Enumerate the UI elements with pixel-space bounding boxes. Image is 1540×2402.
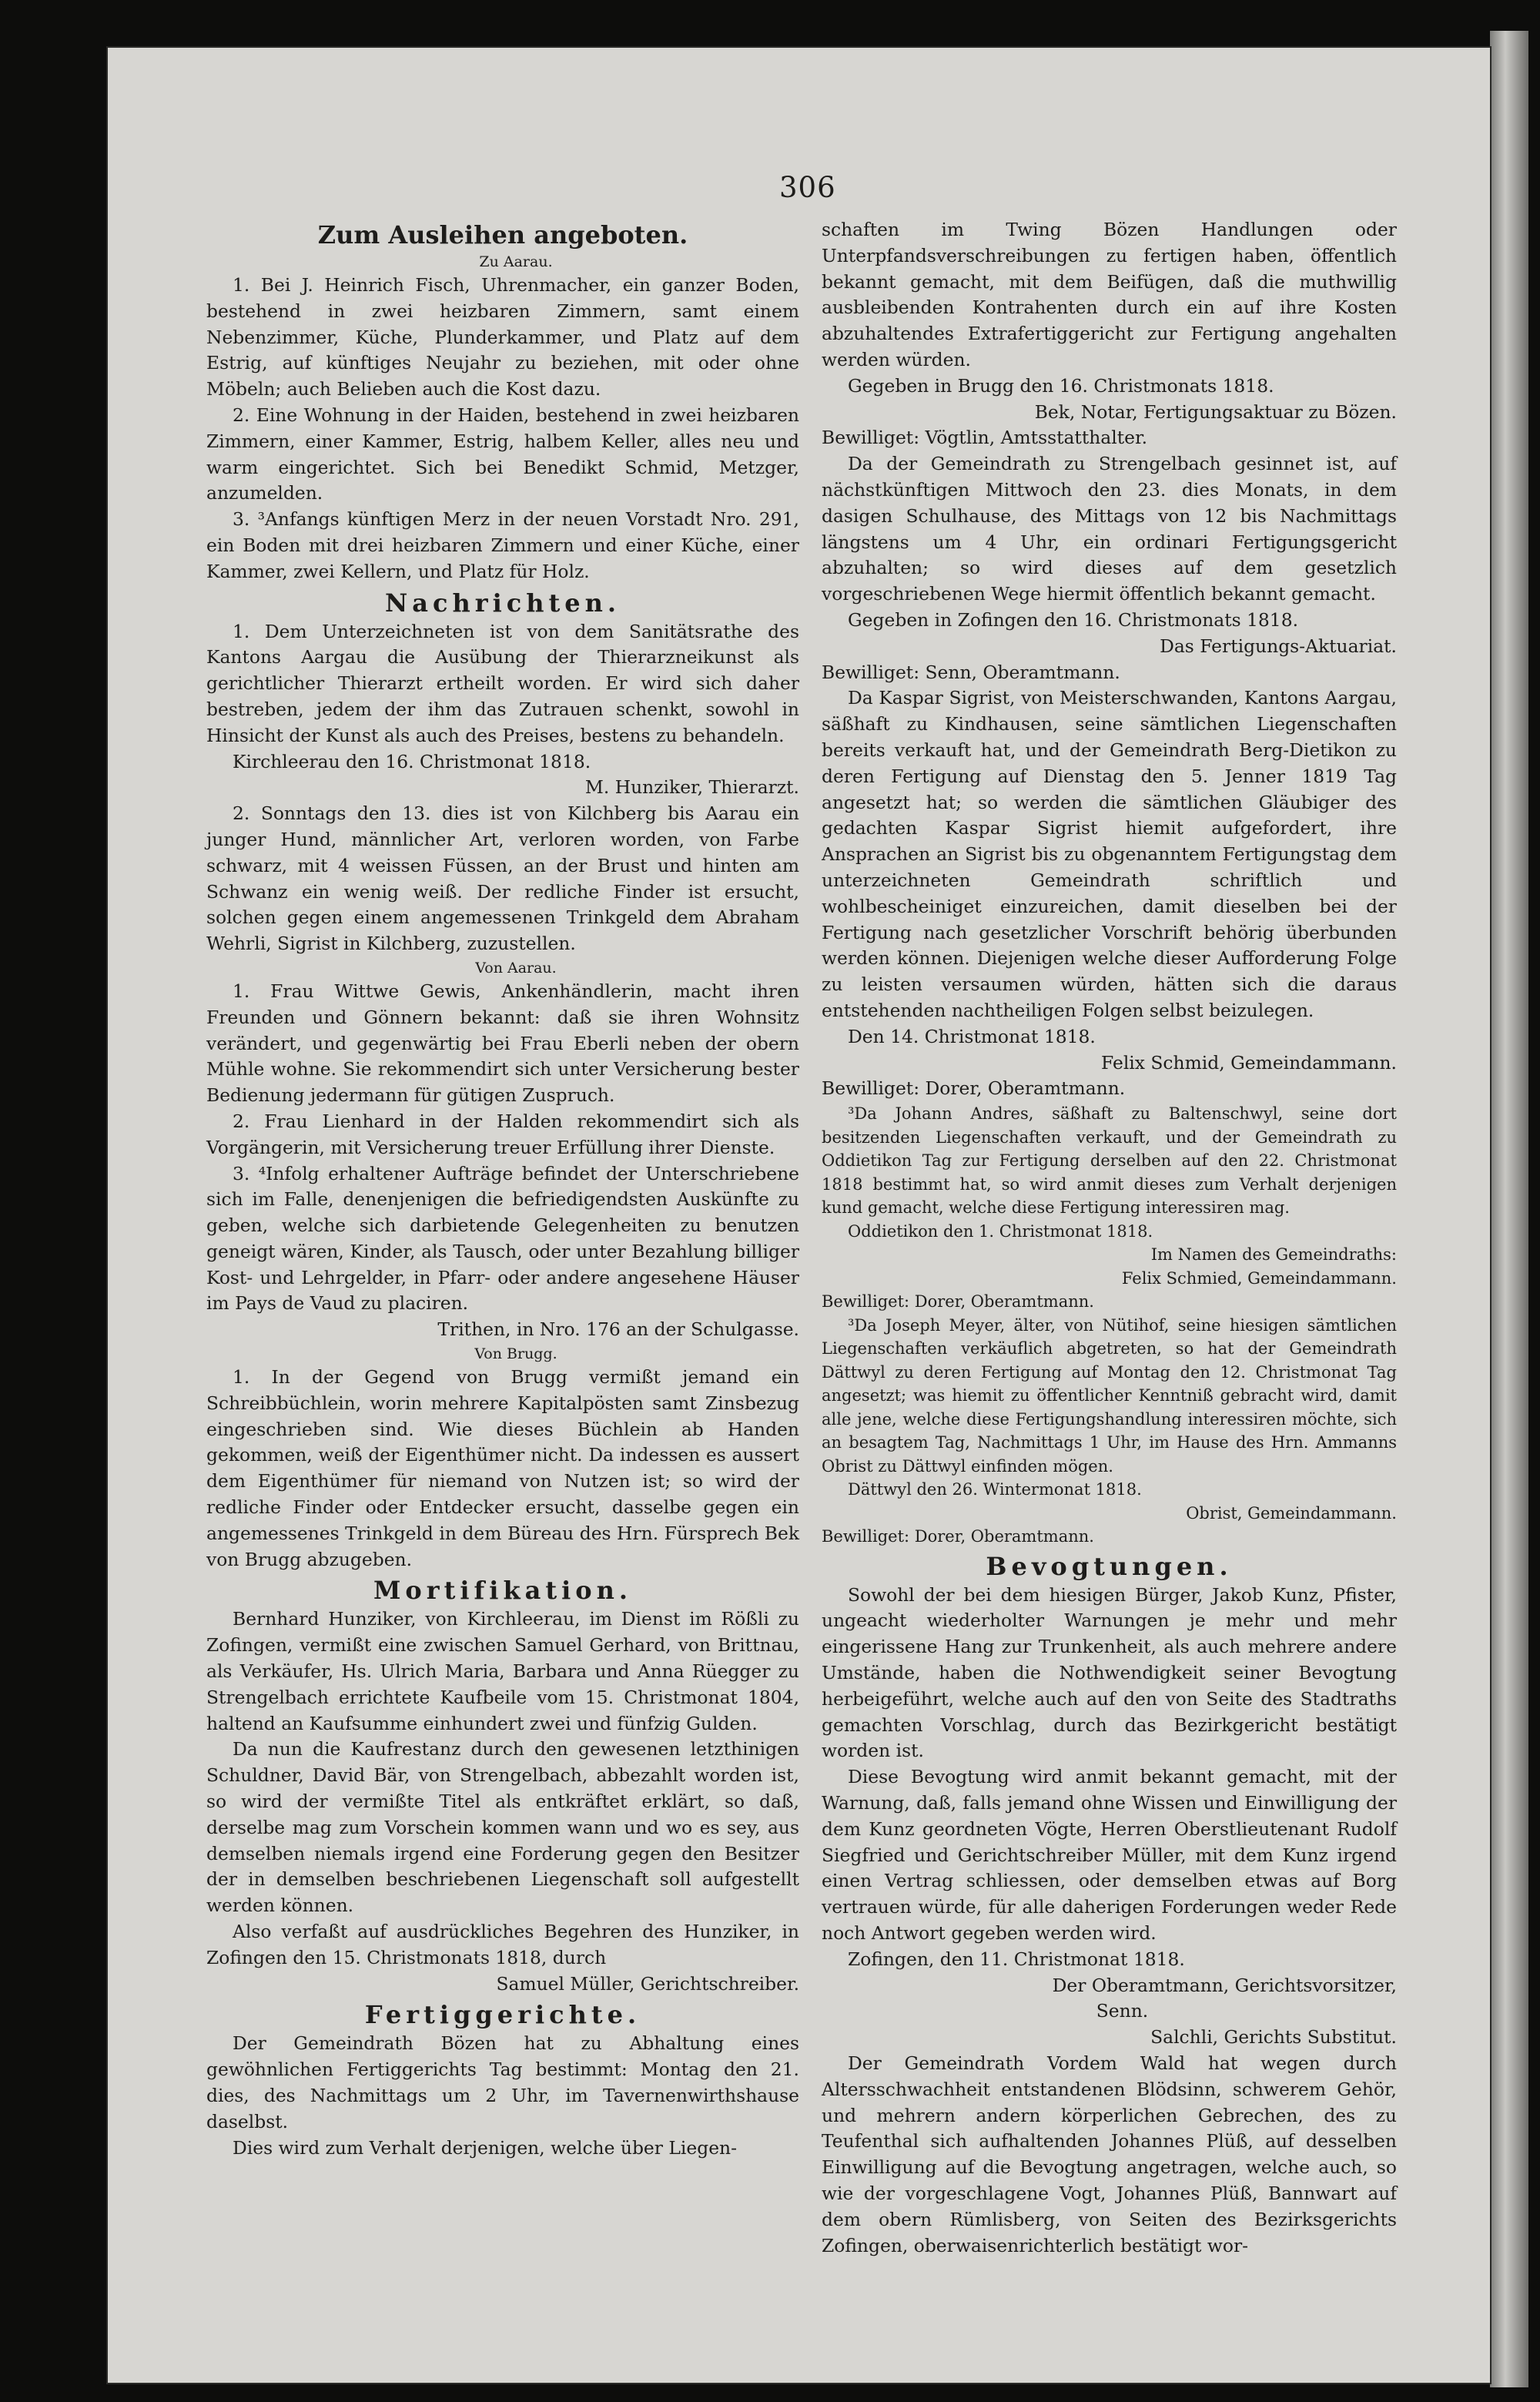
strengelbach-bewilliget: Bewilliget: Senn, Oberamtmann. [822, 661, 1120, 683]
mortifikation-text-3: Also verfaßt auf ausdrückliches Begehren des Hunziker, in Zofingen den 15. Christmonats 1818, durch [206, 1921, 799, 1968]
bevogtung-signature-line2: Senn. [1096, 2000, 1149, 2022]
sigrist-bewilliget: Bewilliget: Dorer, Oberamtmann. [822, 1077, 1126, 1100]
small-print-block [822, 1102, 1397, 1549]
heading-bevogtungen: Bevogtungen. [986, 1551, 1233, 1581]
notice-schreibbuechlein: 1. In der Gegend von Brugg vermißt jemand ein Schreibbüchlein, worin mehrere Kapitalpösten samt Zinsbezug eingeschrieben sind. Wie dieses Büchlein ab Handen gekommen, weiß der Eigenthümer nicht. Da indessen es aussert dem Eigenthümer für niemand von Nutzen ist; so wird der redliche Finder oder Entdecker ersucht, dasselbe gegen ein angemessenes Trinkgeld in dem Büreau des Hrn. Fürsprech Bek von Brugg abzugeben. [206, 1366, 799, 1570]
page-edge [1490, 31, 1528, 2387]
left-column [206, 217, 799, 2161]
meyer-signature: Obrist, Gemeindammann. [1186, 1503, 1397, 1523]
bevogtung-pluess: Der Gemeindrath Vordem Wald hat wegen durch Altersschwachheit entstandenen Blödsinn, schwerem Gehör, und mehrern andern körperlichen Gebrechen, des zu Teufenthal sich aufhaltenden Johannes Plüß, auf desselben Einwilligung auf die Bevogtung angetragen, welche auch, so wie der vorgeschlagene Vogt, Johannes Plüß, Bannwart auf dem obern Rümlisberg, von Seiten des Bezirksgerichts Zofingen, oberwaisenrichterlich bestätigt wor- [822, 2052, 1397, 2256]
heading-mortifikation: Mortifikation. [373, 1576, 633, 1606]
ad-haiden: 2. Eine Wohnung in der Haiden, bestehend in zwei heizbaren Zimmern, einer Kammer, Estrig, halbem Keller, alles neu und warm eingerichtet. Sich bei Benedikt Schmid, Metzger, anzumelden. [206, 404, 799, 504]
strengelbach-signature: Das Fertigungs-Aktuariat. [1160, 635, 1397, 657]
mortifikation-text-2: Da nun die Kaufrestanz durch den gewesenen letzthinigen Schuldner, David Bär, von Strengelbach, abbezahlt worden ist, so wird der vermißte Titel als entkräftet erklärt, so daß, derselbe mag zum Vorschein kommen wann und wo es sey, aus demselben niemals irgend eine Forderung gegen den Besitzer der in demselben beschriebenen Liegenschaft soll aufgestellt werden können. [206, 1738, 799, 1917]
heading-nachrichten: Nachrichten. [384, 588, 621, 618]
bevogtung-kunz-warnung: Diese Bevogtung wird anmit bekannt gemacht, mit der Warnung, daß, falls jemand ohne Wissen und Einwilligung der dem Kunz geordneten Vögte, Herren Oberstlieutenant Rudolf Siegfried und Gerichtschreiber Müller, mit dem Kunz irgend einen Vertrag schliessen, oder demselben etwas auf Borg vertrauen würde, für alle daherigen Forderungen weder Rede noch Antwort gegeben werden wird. [822, 1766, 1397, 1944]
heading-fertiggerichte: Fertiggerichte. [364, 2000, 641, 2030]
fertiggericht-boezen-cont: Dies wird zum Verhalt derjenigen, welche über Liegen- [233, 2136, 738, 2159]
heading-ausleihen: Zum Ausleihen angeboten. [317, 220, 688, 250]
boezen-bewilliget: Bewilliget: Vögtlin, Amtsstatthalter. [822, 427, 1148, 449]
notice-andres: ³Da Johann Andres, säßhaft zu Baltenschwyl, seine dort besitzenden Liegenschaften verkauft, und der Gemeindrath zu Oddietikon Tag zur Fertigung derselben auf den 22. Christmonat 1818 bestimmt hat, so wird anmit dieses zum Verhalt derjenigen kund gemacht, welche diese Fertigung interessiren mag. [822, 1104, 1397, 1218]
meyer-place: Dättwyl den 26. Wintermonat 1818. [848, 1480, 1142, 1499]
meyer-bewilliget: Bewilliget: Dorer, Oberamtmann. [822, 1527, 1094, 1546]
subheading-zu-aarau: Zu Aarau. [479, 253, 553, 270]
andres-signature-line2: Felix Schmied, Gemeindammann. [1121, 1268, 1397, 1288]
notice-thierarzt-place: Kirchleerau den 16. Christmonat 1818. [233, 750, 591, 772]
notice-strengelbach: Da der Gemeindrath zu Strengelbach gesinnet ist, auf nächstkünftigen Mittwoch den 23. dies Monats, in dem dasigen Schulhause, des Mittags von 12 bis Nachmittags längstens um 4 Uhr, ein ordinari Fertigungsgericht abzuhalten; so wird dieses auf dem gesetzlich vorgeschriebenen Wege hiermit öffentlich bekannt gemacht. [822, 453, 1397, 605]
fertiggericht-boezen-continued: schaften im Twing Bözen Handlungen oder Unterpfandsverschreibungen zu fertigen haben, öffentlich bekannt gemacht, mit dem Beifügen, daß die muthwillig ausbleibenden Kontrahenten durch ein auf ihre Kosten abzuhaltendes Extrafertiggericht zur Fertigung angehalten werden würden. [822, 219, 1397, 370]
boezen-signature: Bek, Notar, Fertigungsaktuar zu Bözen. [1034, 400, 1397, 423]
notice-lienhard: 2. Frau Lienhard in der Halden rekommendirt sich als Vorgängerin, mit Versicherung treuer Erfüllung ihrer Dienste. [206, 1110, 799, 1158]
bevogtung-kunz: Sowohl der bei dem hiesigen Bürger, Jakob Kunz, Pfister, ungeacht wiederholter Warnungen je mehr und mehr eingerissene Hang zur Trunkenheit, als auch mehrere andere Umstände, haben die Nothwendigkeit seiner Bevogtung herbeigeführt, welche auch auf den von Seite des Stadtraths gemachten Vorschlag, durch das Bezirkgericht bestätigt worden ist. [822, 1583, 1397, 1762]
boezen-place: Gegeben in Brugg den 16. Christmonats 1818. [848, 374, 1274, 397]
notice-thierarzt-signature: M. Hunziker, Thierarzt. [584, 776, 799, 799]
strengelbach-place: Gegeben in Zofingen den 16. Christmonats 1818. [848, 608, 1299, 631]
subheading-von-aarau: Von Aarau. [475, 959, 557, 977]
notice-hund: 2. Sonntags den 13. dies ist von Kilchberg bis Aarau ein junger Hund, männlicher Art, verloren worden, von Farbe schwarz, mit 4 weissen Füssen, an der Brust und hinten am Schwanz ein wenig weiß. Der redliche Finder ist ersucht, solchen gegen einem angemessenen Trinkgeld dem Abraham Wehrli, Sigrist in Kilchberg, zuzustellen. [206, 802, 799, 955]
notice-thierarzt: 1. Dem Unterzeichneten ist von dem Sanitätsrathe des Kantons Aargau die Ausübung der Thierarzneikunst als gerichtlicher Thierarzt ertheilt worden. Er wird sich daher bestreben, jedem der ihm das Zutrauen schenkt, sowohl in Hinsicht der Kunst als auch des Preises, bestens zu behandeln. [206, 620, 799, 746]
notice-gewis: 1. Frau Wittwe Gewis, Ankenhändlerin, macht ihren Freunden und Gönnern bekannt: daß sie ihren Wohnsitz verändert, und gegenwärtig bei Frau Eberli neben der obern Mühle wohne. Sie rekommendirt sich unter Versicherung bester Bedienung jedermann für gütigen Zuspruch. [206, 980, 799, 1107]
sigrist-place: Den 14. Christmonat 1818. [848, 1025, 1096, 1047]
notice-meyer: ³Da Joseph Meyer, älter, von Nütihof, seine hiesigen sämtlichen Liegenschaften verkäuflich abgetreten, so hat der Gemeindrath Dättwyl zu deren Fertigung auf Montag den 12. Christmonat Tag angesetzt; was hiemit zu öffentlicher Kenntniß gebracht wird, damit alle jene, welche diese Fertigungshandlung interessiren möchte, sich an besagtem Tag, Nachmittags 1 Uhr, im Hause des Hrn. Ammanns Obrist zu Dättwyl einfinden mögen. [822, 1315, 1397, 1476]
bevogtung-signature-line3: Salchli, Gerichts Substitut. [1150, 2026, 1397, 2049]
notice-sigrist: Da Kaspar Sigrist, von Meisterschwanden, Kantons Aargau, säßhaft zu Kindhausen, seine sämtlichen Liegenschaften bereits verkauft hat, und der Gemeindrath Berg-Dietikon zu deren Fertigung auf Dienstag den 5. Jenner 1819 Tag angesetzt hat; so werden die sämtlichen Gläubiger des gedachten Kaspar Sigrist hiemit aufgefordert, ihre Ansprachen an Sigrist bis zu obgenanntem Fertigungstag dem unterzeichneten Gemeindrath schriftlich und wohlbescheiniget einzureichen, damit dieselben bei der Fertigung nach gesetzlicher Vorschrift behörig überbunden werden können. Diejenigen welche dieser Aufforderung Folge zu leisten versaumen würden, hätten sich die daraus entstehenden nachtheiligen Folgen selbst beizulegen. [822, 687, 1397, 1021]
ad-fisch: 1. Bei J. Heinrich Fisch, Uhrenmacher, ein ganzer Boden, bestehend in zwei heizbaren Zimmern, samt einem Nebenzimmer, Küche, Plunderkammer, und Platz auf dem Estrig, auf künftiges Neujahr zu beziehen, mit oder ohne Möbeln; auch Belieben auch die Kost dazu. [206, 274, 799, 400]
andres-bewilliget: Bewilliget: Dorer, Oberamtmann. [822, 1292, 1094, 1312]
right-column [822, 217, 1397, 2259]
andres-signature-line1: Im Namen des Gemeindraths: [1150, 1245, 1397, 1265]
mortifikation-signature: Samuel Müller, Gerichtschreiber. [496, 1972, 799, 1995]
subheading-von-brugg: Von Brugg. [474, 1345, 557, 1363]
ad-vorstadt: 3. ³Anfangs künftigen Merz in der neuen Vorstadt Nro. 291, ein Boden mit drei heizbaren Zimmern und einer Küche, einer Kammer, zwei Kellern, und Platz für Holz. [206, 508, 799, 582]
mortifikation-text-1: Bernhard Hunziker, von Kirchleerau, im Dienst im Rößli zu Zofingen, vermißt eine zwischen Samuel Gerhard, von Brittnau, als Verkäufer, Hs. Ulrich Maria, Barbara und Anna Rüegger zu Strengelbach errichtete Kaufbeile vom 15. Christmonat 1804, haltend an Kaufsumme einhundert zwei und fünfzig Gulden. [206, 1608, 799, 1734]
sigrist-signature: Felix Schmid, Gemeindammann. [1101, 1051, 1397, 1074]
bevogtung-signature-line1: Der Oberamtmann, Gerichtsvorsitzer, [1052, 1974, 1397, 1996]
fertiggericht-boezen: Der Gemeindrath Bözen hat zu Abhaltung eines gewöhnlichen Fertiggerichts Tag bestimmt: Montag den 21. dies, des Nachmittags um 2 Uhr, im Tavernenwirthshause daselbst. [206, 2032, 799, 2132]
page-number: 306 [779, 171, 836, 204]
notice-pays-de-vaud: 3. ⁴Infolg erhaltener Aufträge befindet der Unterschriebene sich im Falle, denenjenigen die befriedigendsten Auskünfte zu geben, welche sich darbietende Gelegenheiten zu benutzen geneigt wären, Kinder, als Tausch, oder unter Bezahlung billiger Kost- und Lehrgelder, in Pfarr- oder andere angesehene Häuser im Pays de Vaud zu placiren. [206, 1162, 799, 1315]
bevogtung-place: Zofingen, den 11. Christmonat 1818. [848, 1948, 1185, 1970]
notice-trithen-signature: Trithen, in Nro. 176 an der Schulgasse. [437, 1318, 799, 1341]
andres-place: Oddietikon den 1. Christmonat 1818. [848, 1221, 1153, 1241]
